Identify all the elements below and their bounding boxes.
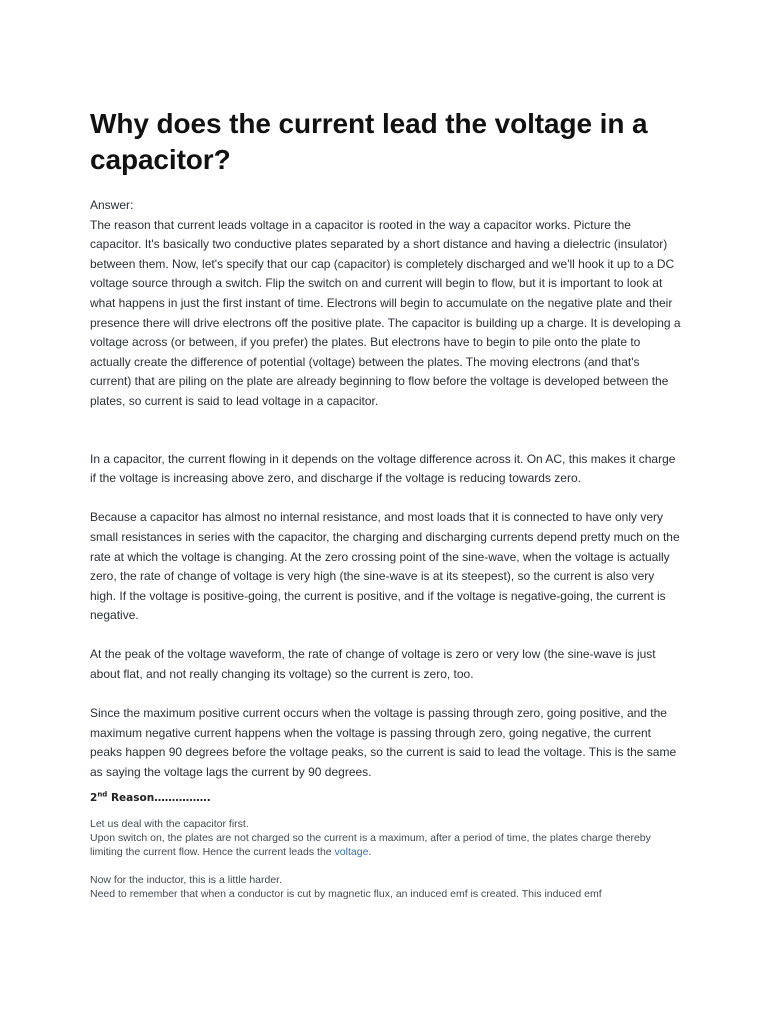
reason-number: 2 (90, 791, 98, 804)
paragraph-3: Because a capacitor has almost no internal resistance, and most loads that it is connected to have only very small resistances in series with the capacitor, the charging and discharging currents depend pretty much on the rate at which the voltage is changing. At the zero crossing point of the sine-wave, when the voltage is actually zero, the rate of change of voltage is very high (the sine-wave is at its steepest), so the current is also very high. If the voltage is positive-going, the current is positive, and if the voltage is negative-going, the current is negative. (90, 510, 680, 623)
inductor-intro-line: Now for the inductor, this is a little harder. (90, 873, 283, 886)
voltage-link[interactable]: voltage (334, 845, 369, 858)
answer-label: Answer: (90, 198, 134, 212)
capacitor-explanation-text: Upon switch on, the plates are not charged so the current is a maximum, after a period of time, the plates charge thereby limiting the current flow. Hence the current leads the (90, 831, 651, 858)
paragraph-2: In a capacitor, the current flowing in it depends on the voltage difference across it. On AC, this makes it charge if the voltage is increasing above zero, and discharge if the voltage is reducing towards zero. (90, 451, 676, 486)
capacitor-explanation-end: . (368, 845, 372, 858)
paragraph-1: The reason that current leads voltage in a capacitor is rooted in the way a capacitor works. Picture the capacitor. It's basically two conductive plates separated by a short distance and having a dielectric (insulator) between them. Now, let's specify that our cap (capacitor) is completely discharged and we'll hook it up to a DC voltage source through a switch. Flip the switch on and current will begin to flow, but it is important to look at what happens in just the first instant of time. Electrons will begin to accumulate on the negative plate and their presence there will drive electrons off the positive plate. The capacitor is building up a charge. It is developing a voltage across (or between, if you prefer) the plates. But electrons have to begin to pile onto the plate to actually create the difference of potential (voltage) between the plates. The moving electrons (and that's current) that are piling on the plate are already beginning to flow before the voltage is developed between the plates, so current is said to lead voltage in a capacitor. (90, 217, 681, 408)
second-reason-heading (90, 789, 682, 807)
document-page (90, 0, 682, 901)
inductor-explanation: Need to remember that when a conductor is cut by magnetic flux, an induced emf is created. This induced emf (90, 887, 602, 900)
paragraph-5: Since the maximum positive current occurs when the voltage is passing through zero, going positive, and the maximum negative current happens when the voltage is passing through zero, going negative, the current peaks happen 90 degrees before the voltage peaks, so the current is said to lead the voltage. This is the same as saying the voltage lags the current by 90 degrees. (90, 706, 677, 780)
page-title: Why does the current lead the voltage in a capacitor? (90, 108, 648, 175)
capacitor-intro-line: Let us deal with the capacitor first. (90, 817, 249, 830)
reason-ordinal-suffix: nd (97, 790, 108, 799)
second-reason-body (90, 817, 682, 901)
reason-label: Reason……………. (107, 791, 211, 804)
capacitor-explanation (90, 831, 682, 859)
paragraph-4: At the peak of the voltage waveform, the rate of change of voltage is zero or very low (the sine-wave is just about flat, and not really changing its voltage) so the current is zero, too. (90, 647, 656, 682)
